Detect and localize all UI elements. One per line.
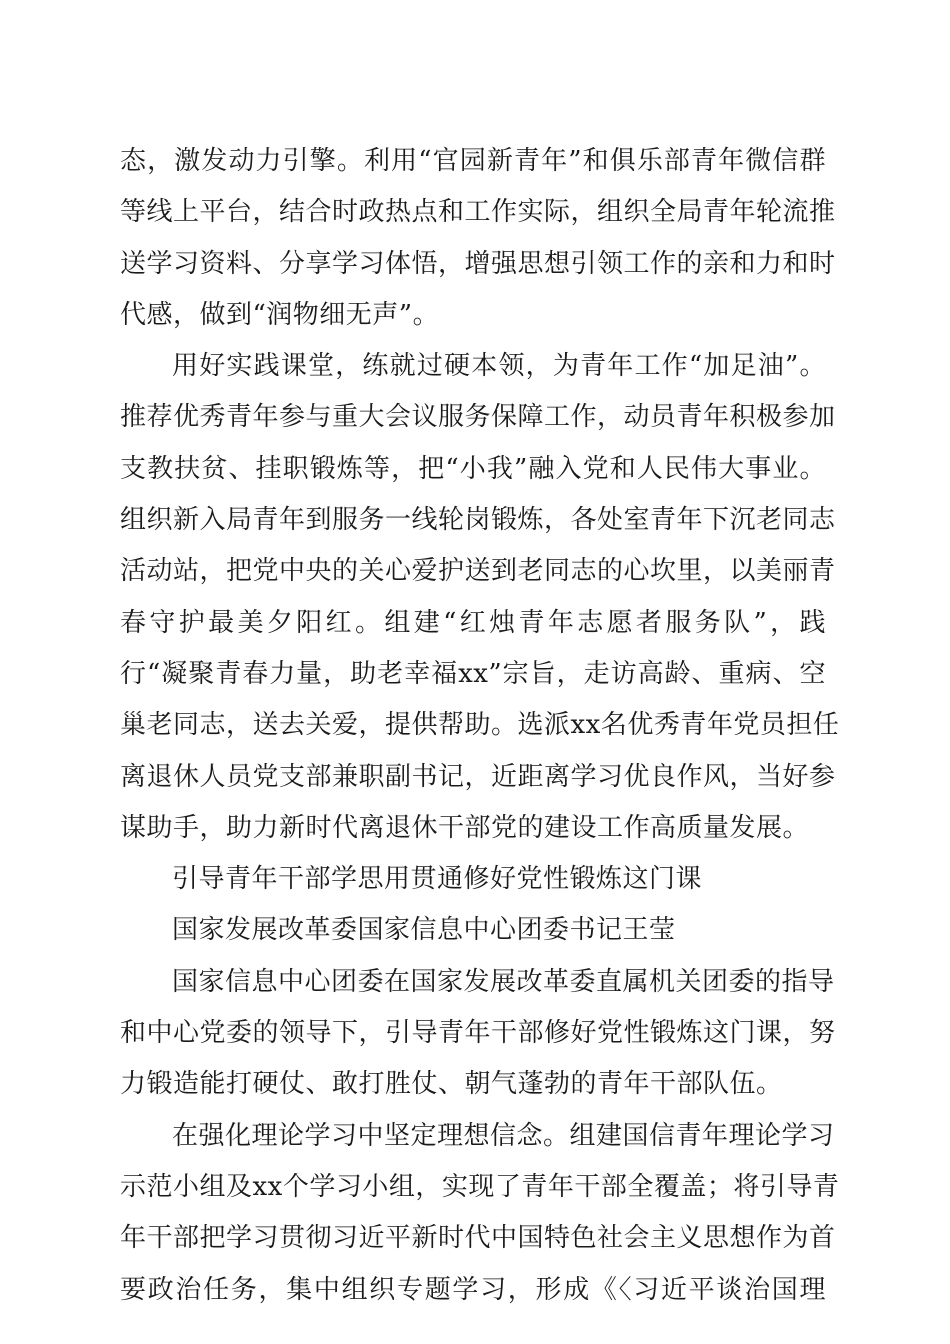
text-line: 推荐优秀青年参与重大会议服务保障工作，动员青年积极参加 xyxy=(120,402,836,433)
text-line: 谋助手，助力新时代离退休干部党的建设工作高质量发展。 xyxy=(120,812,810,843)
text-line: 支教扶贫、挂职锻炼等，把“小我”融入党和人民伟大事业。 xyxy=(120,453,826,484)
paragraph-first-line: 用好实践课堂，练就过硬本领，为青年工作“加足油”。 xyxy=(172,351,826,382)
text-line: 等线上平台，结合时政热点和工作实际，组织全局青年轮流推 xyxy=(120,197,836,228)
text-line: 示范小组及xx个学习小组，实现了青年干部全覆盖；将引导青 xyxy=(120,1171,840,1202)
text-line: 组织新入局青年到服务一线轮岗锻炼，各处室青年下沉老同志 xyxy=(120,505,836,536)
text-line: 代感，做到“润物细无声”。 xyxy=(120,299,440,330)
text-line: 送学习资料、分享学习体悟，增强思想引领工作的亲和力和时 xyxy=(120,248,836,279)
text-line: 活动站，把党中央的关心爱护送到老同志的心坎里，以美丽青 xyxy=(120,556,836,587)
text-line: 春守护最美夕阳红。组建“红烛青年志愿者服务队”，践 xyxy=(120,607,826,638)
text-line: 和中心党委的领导下，引导青年干部修好党性锻炼这门课，努 xyxy=(120,1018,836,1049)
paragraph-first-line: 国家信息中心团委在国家发展改革委直属机关团委的指导 xyxy=(172,966,835,997)
author-line: 国家发展改革委国家信息中心团委书记王莹 xyxy=(172,915,676,946)
text-line: 力锻造能打硬仗、敢打胜仗、朝气蓬勃的青年干部队伍。 xyxy=(120,1069,783,1100)
text-line: 巢老同志，送去关爱，提供帮助。选派xx名优秀青年党员担任 xyxy=(120,710,840,741)
text-line: 年干部把学习贯彻习近平新时代中国特色社会主义思想作为首 xyxy=(120,1223,836,1254)
document-page xyxy=(120,136,840,1316)
text-line: 行“凝聚青春力量，助老幸福xx”宗旨，走访高龄、重病、空 xyxy=(120,658,826,689)
text-line: 态，激发动力引擎。利用“官园新青年”和俱乐部青年微信群 xyxy=(120,146,826,176)
text-line: 要政治任务，集中组织专题学习，形成《〈习近平谈治国理 xyxy=(120,1274,826,1305)
text-line: 离退休人员党支部兼职副书记，近距离学习优良作风，当好参 xyxy=(120,761,836,792)
section-title: 引导青年干部学思用贯通修好党性锻炼这门课 xyxy=(172,864,703,895)
paragraph-first-line: 在强化理论学习中坚定理想信念。组建国信青年理论学习 xyxy=(172,1120,835,1151)
